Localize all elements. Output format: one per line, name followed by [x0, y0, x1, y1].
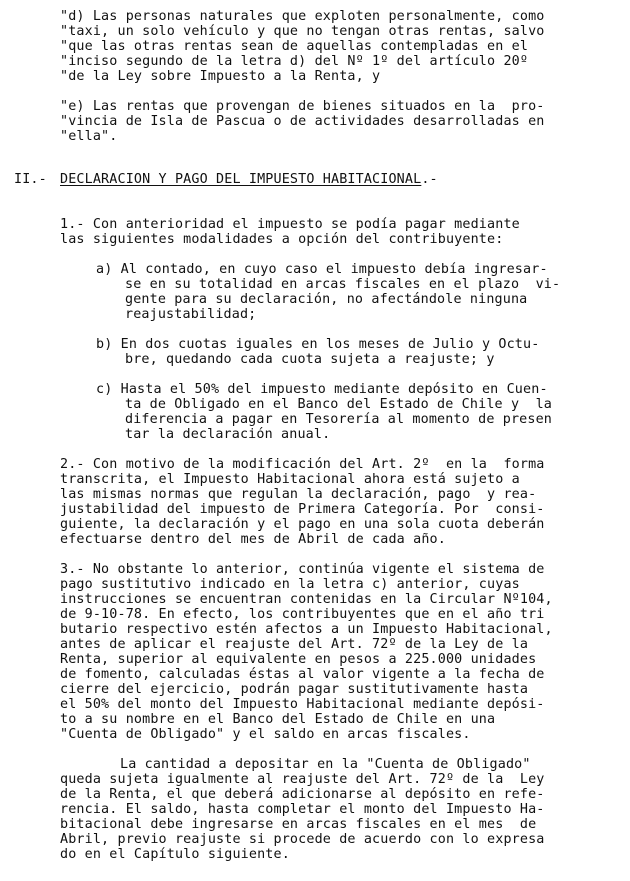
text-line: tar la declaración anual.: [125, 427, 331, 442]
text-line: 3.- No obstante lo anterior, continúa vigente el sistema de: [60, 562, 545, 577]
text-line: a) Al contado, en cuyo caso el impuesto debía ingresar-: [96, 262, 548, 277]
text-line: b) En dos cuotas iguales en los meses de Julio y Octu-: [96, 337, 540, 352]
section-number: II.-: [14, 172, 47, 187]
text-line: pago sustitutivo indicado en la letra c) anterior, cuyas: [60, 577, 520, 592]
text-line: "d) Las personas naturales que exploten personalmente, como: [60, 9, 545, 24]
text-line: instrucciones se encuentran contenidas en la Circular Nº104,: [60, 592, 553, 607]
text-line: butario respectivo estén afectos a un Impuesto Habitacional,: [60, 622, 553, 637]
text-line: ta de Obligado en el Banco del Estado de Chile y la: [125, 397, 553, 412]
text-line: to a su nombre en el Banco del Estado de Chile en una: [60, 712, 496, 727]
text-line: guiente, la declaración y el pago en una sola cuota deberán: [60, 517, 545, 532]
text-line: gente para su declaración, no afectándole ninguna: [125, 292, 528, 307]
text-line: de la Renta, el que deberá adicionarse al depósito en refe-: [60, 787, 545, 802]
text-line: diferencia a pagar en Tesorería al momento de presen: [125, 412, 553, 427]
text-line: reajustabilidad;: [125, 307, 257, 322]
text-line: cierre del ejercicio, podrán pagar sustitutivamente hasta: [60, 682, 529, 697]
text-line: La cantidad a depositar en la "Cuenta de Obligado": [120, 757, 531, 772]
text-line: transcrita, el Impuesto Habitacional ahora está sujeto a: [60, 472, 520, 487]
section-title: DECLARACION Y PAGO DEL IMPUESTO HABITACIONAL: [60, 172, 422, 187]
text-line: 1.- Con anterioridad el impuesto se podía pagar mediante: [60, 217, 520, 232]
text-line: antes de aplicar el reajuste del Art. 72º de la Ley de la: [60, 637, 529, 652]
text-line: bitacional debe ingresarse en arcas fiscales en el mes de: [60, 817, 537, 832]
text-line: Abril, previo reajuste si procede de acuerdo con lo expresa: [60, 832, 545, 847]
text-line: 2.- Con motivo de la modificación del Art. 2º en la forma: [60, 457, 545, 472]
text-line: "Cuenta de Obligado" y el saldo en arcas fiscales.: [60, 727, 471, 742]
text-line: "de la Ley sobre Impuesto a la Renta, y: [60, 69, 381, 84]
text-line: "ella".: [60, 129, 118, 144]
text-line: justabilidad del impuesto de Primera Categoría. Por consi-: [60, 502, 545, 517]
text-line: Renta, superior al equivalente en pesos a 225.000 unidades: [60, 652, 537, 667]
text-line: "taxi, un solo vehículo y que no tengan otras rentas, salvo: [60, 24, 545, 39]
text-line: queda sujeta igualmente al reajuste del Art. 72º de la Ley: [60, 772, 545, 787]
section-title-wrap: [60, 172, 438, 187]
text-line: efectuarse dentro del mes de Abril de cada año.: [60, 532, 446, 547]
text-line: rencia. El saldo, hasta completar el monto del Impuesto Ha-: [60, 802, 545, 817]
section-title-suffix: .-: [421, 172, 438, 187]
text-line: "inciso segundo de la letra d) del Nº 1º del artículo 20º: [60, 54, 529, 69]
text-line: de 9-10-78. En efecto, los contribuyentes que en el año tri: [60, 607, 545, 622]
text-line: "vincia de Isla de Pascua o de actividades desarrolladas en: [60, 114, 545, 129]
text-line: "e) Las rentas que provengan de bienes situados en la pro-: [60, 99, 545, 114]
text-line: el 50% del monto del Impuesto Habitacional mediante depósi-: [60, 697, 545, 712]
text-line: se en su totalidad en arcas fiscales en el plazo vi-: [125, 277, 561, 292]
text-line: de fomento, calculadas éstas al valor vigente a la fecha de: [60, 667, 545, 682]
text-line: do en el Capítulo siguiente.: [60, 847, 290, 862]
text-line: las siguientes modalidades a opción del contribuyente:: [60, 232, 504, 247]
text-line: las mismas normas que regulan la declaración, pago y rea-: [60, 487, 537, 502]
text-line: c) Hasta el 50% del impuesto mediante depósito en Cuen-: [96, 382, 548, 397]
text-line: "que las otras rentas sean de aquellas contempladas en el: [60, 39, 529, 54]
text-line: bre, quedando cada cuota sujeta a reajuste; y: [125, 352, 495, 367]
